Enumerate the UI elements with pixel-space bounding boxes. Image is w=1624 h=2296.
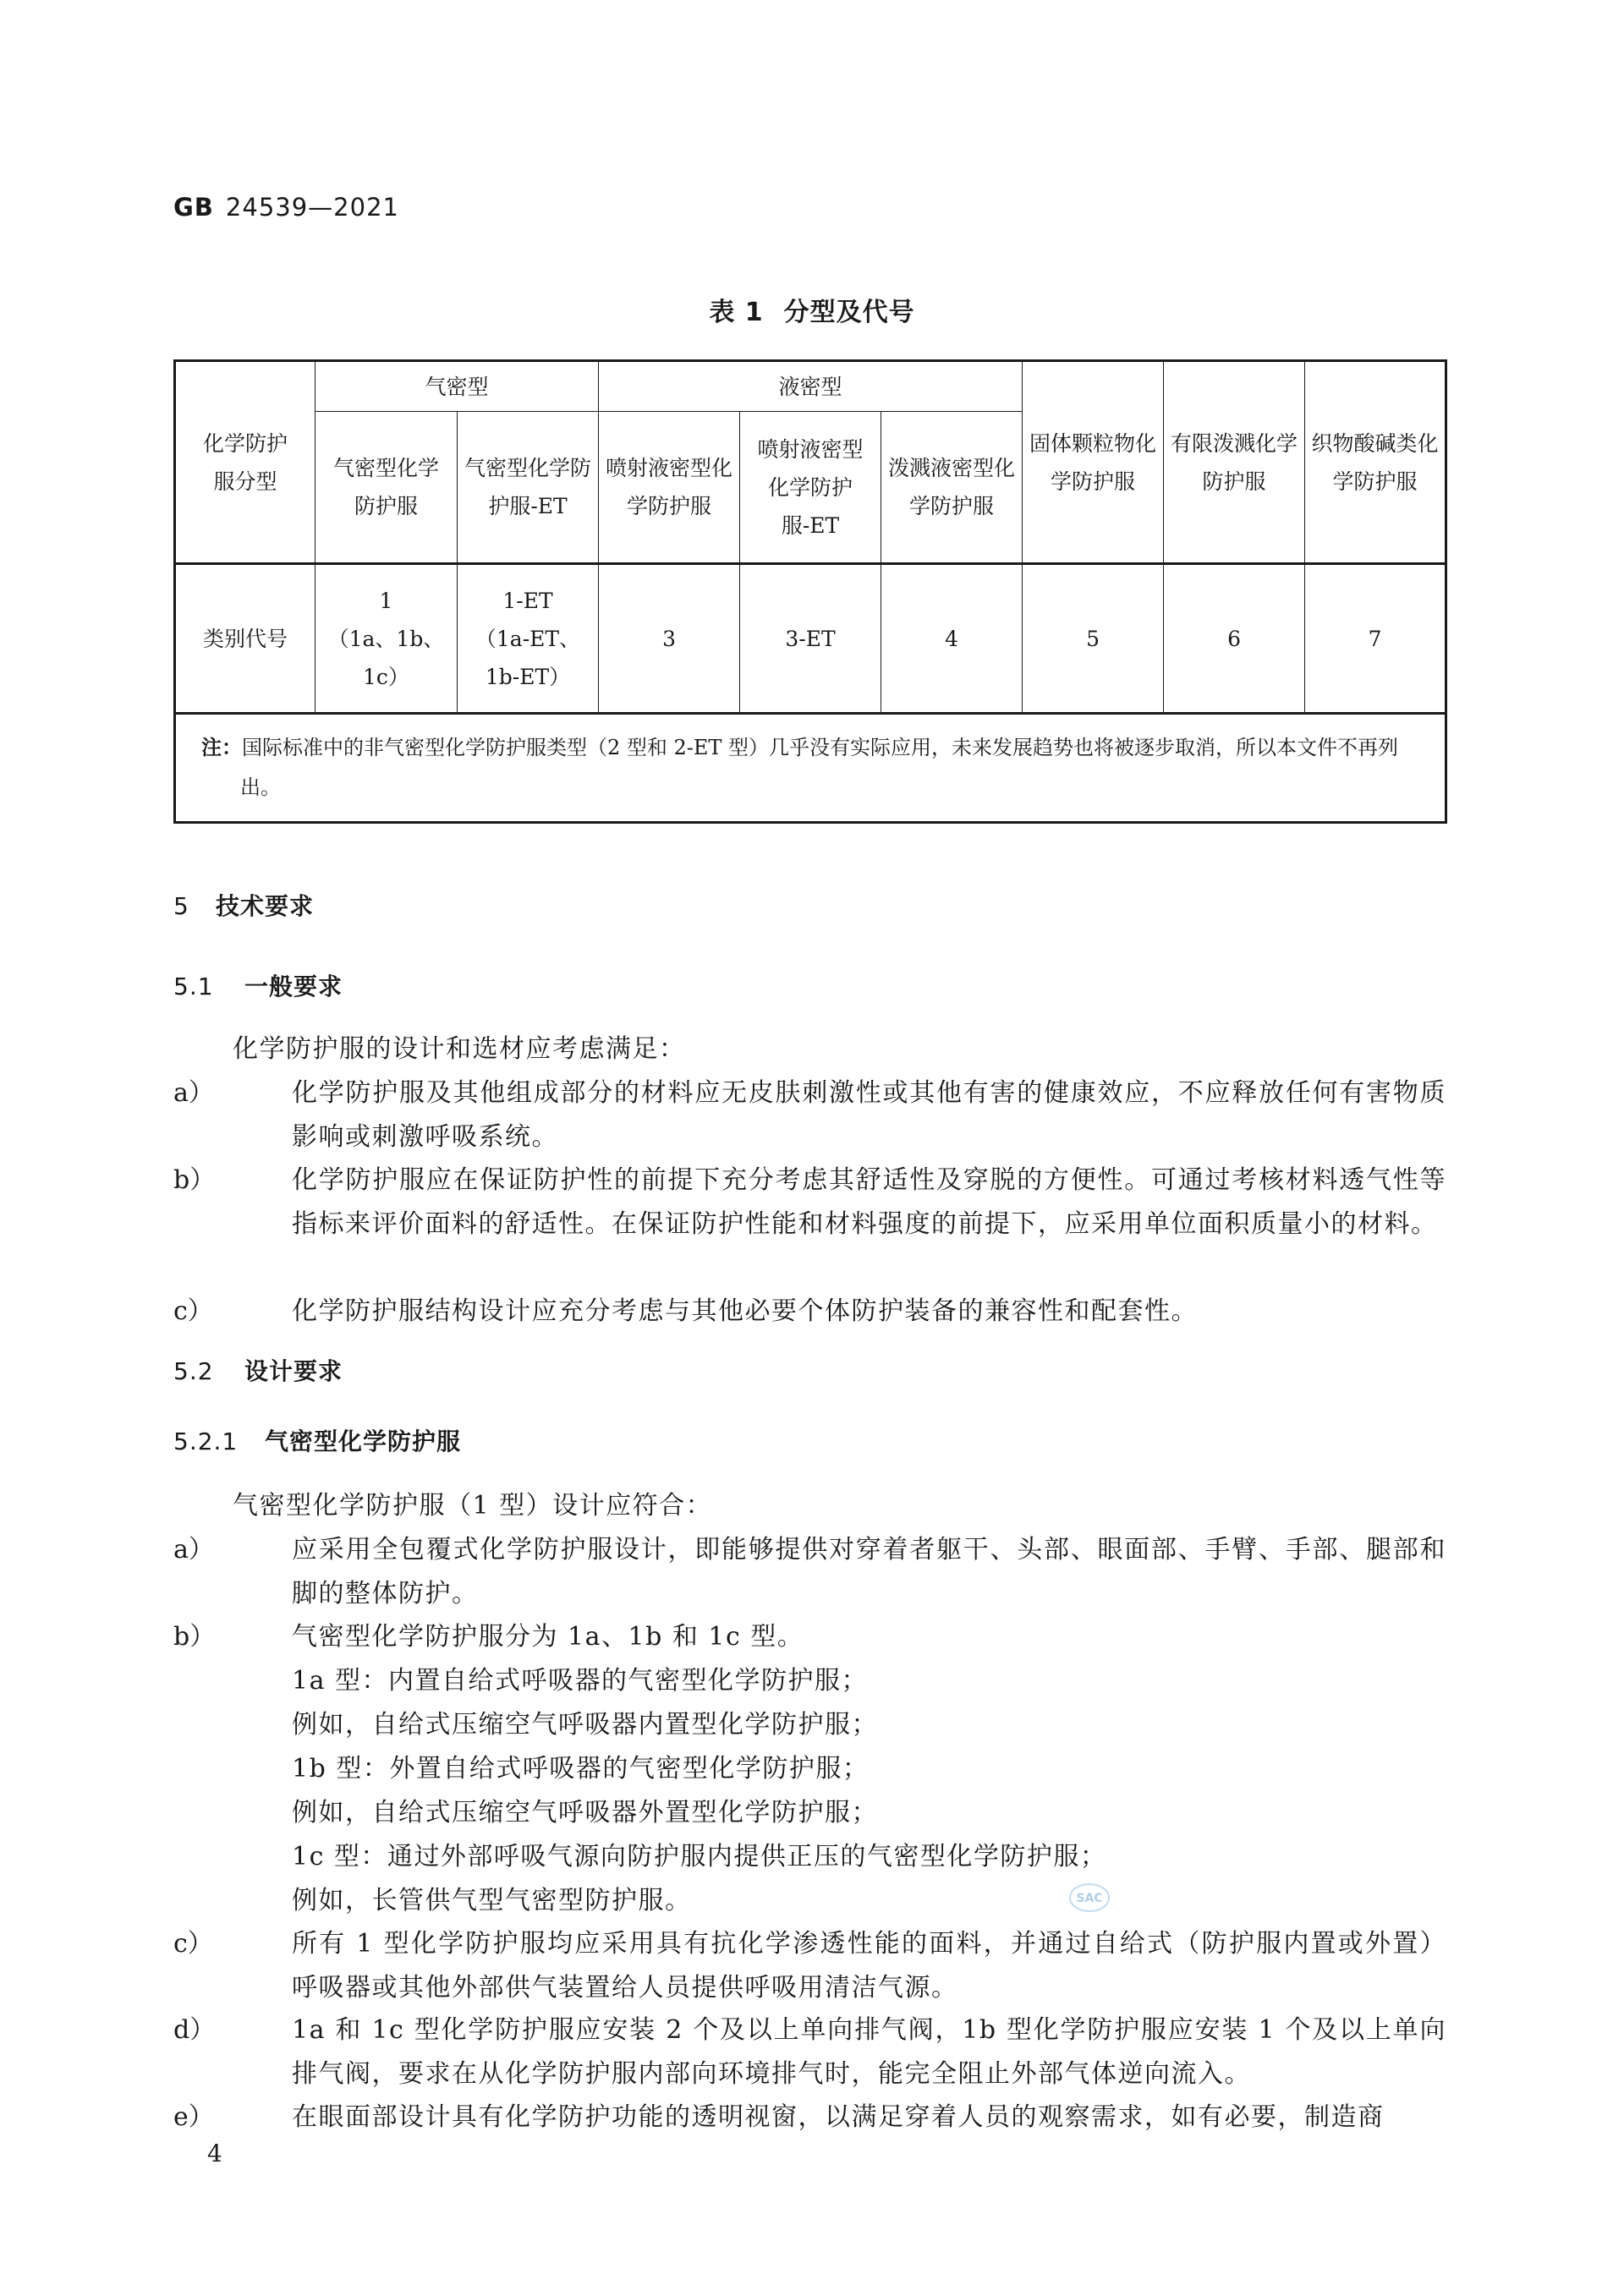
list-item: c） 化学防护服结构设计应充分考虑与其他必要个体防护装备的兼容性和配套性。 [173, 1296, 1198, 1326]
section-5-heading: 5 技术要求 [173, 892, 315, 920]
standard-code [173, 193, 399, 222]
list-item: e） 在眼面部设计具有化学防护功能的透明视窗，以满足穿着人员的观察需求，如有必要，制造商 [173, 2102, 1385, 2132]
sub-line: 1a 型：内置自给式呼吸器的气密型化学防护服； [292, 1666, 869, 1696]
sub-line: 例如，自给式压缩空气呼吸器外置型化学防护服； [292, 1798, 878, 1827]
code-cell: 3 [599, 564, 740, 714]
row-header-cell: 化学防护服分型 [175, 361, 315, 564]
section-5-2-1-intro: 气密型化学防护服（1 型）设计应符合： [233, 1491, 713, 1521]
sub-line: 1b 型：外置自给式呼吸器的气密型化学防护服； [292, 1754, 870, 1784]
column-header: 泼溅液密型化学防护服 [881, 412, 1023, 564]
type-code-table [173, 359, 1447, 824]
section-5-2-heading: 5.2 设计要求 [173, 1357, 343, 1385]
note-text: 国际标准中的非气密型化学防护服类型（2 型和 2-ET 型）几乎没有实际应用，未来发展趋势也将被逐步取消，所以本文件不再列出。 [240, 736, 1399, 799]
table-title-label: 表 1 [709, 298, 764, 327]
list-item: a） 化学防护服及其他组成部分的材料应无皮肤刺激性或其他有害的健康效应，不应释放任何有害物质影响或刺激呼吸系统。 [173, 1078, 1446, 1152]
sub-line: 1c 型：通过外部呼吸气源向防护服内提供正压的气密型化学防护服； [292, 1842, 1107, 1871]
code-cell: 6 [1164, 564, 1305, 714]
table-title [0, 291, 1624, 328]
list-item: c） 所有 1 型化学防护服均应采用具有抗化学渗透性能的面料，并通过自给式（防护服内置或外置）呼吸器或其他外部供气装置给人员提供呼吸用清洁气源。 [173, 1929, 1446, 2003]
column-header: 气密型化学防护服 [315, 412, 458, 564]
sac-watermark-logo [1068, 1882, 1111, 1914]
group-gastight: 气密型 [315, 361, 599, 412]
code-cell: 3-ET [740, 564, 881, 714]
table-note [175, 714, 1446, 823]
code-cell: 1 （1a、1b、 1c） [315, 564, 458, 714]
section-5-1-intro: 化学防护服的设计和选材应考虑满足： [233, 1034, 686, 1064]
section-5-1-heading: 5.1 一般要求 [173, 973, 343, 1000]
svg-text:SAC: SAC [1076, 1892, 1103, 1905]
code-cell: 5 [1023, 564, 1164, 714]
list-item: a） 应采用全包覆式化学防护服设计，即能够提供对穿着者躯干、头部、眼面部、手臂、手部、腿部和脚的整体防护。 [173, 1535, 1446, 1608]
column-header: 喷射液密型化学防护服 [599, 412, 740, 564]
column-header: 喷射液密型化学防护服-ET [740, 412, 881, 564]
code-row-label: 类别代号 [175, 564, 315, 714]
sub-line: 例如，长管供气型气密型防护服。 [292, 1886, 692, 1915]
column-header: 有限泼溅化学防护服 [1164, 361, 1305, 564]
standard-prefix: GB [173, 193, 214, 222]
table-title-text: 分型及代号 [783, 298, 915, 327]
list-item: b） 化学防护服应在保证防护性的前提下充分考虑其舒适性及穿脱的方便性。可通过考核材料透气性等指标来评价面料的舒适性。在保证防护性能和材料强度的前提下，应采用单位面积质量小的材料。 [173, 1165, 1446, 1239]
standard-number: 24539—2021 [225, 193, 399, 222]
code-cell: 4 [881, 564, 1023, 714]
sub-line: 例如，自给式压缩空气呼吸器内置型化学防护服； [292, 1710, 878, 1740]
note-label: 注： [201, 736, 242, 759]
group-liquidtight: 液密型 [599, 361, 1023, 412]
code-cell: 1-ET （1a-ET、 1b-ET） [458, 564, 599, 714]
column-header: 固体颗粒物化学防护服 [1023, 361, 1164, 564]
list-item: b） 气密型化学防护服分为 1a、1b 和 1c 型。 1a 型：内置自给式呼吸器的气密型化学防护服； 例如，自给式压缩空气呼吸器内置型化学防护服； 1b 型：外置自给式呼吸器的气密型化学防护服； 例如，自给式压缩空气呼吸器外置型化学防护服； 1c 型：通过外部呼吸气源向防护服内提供正压的气密型化学防护服； 例如，长管供气型气密型防护服。 [173, 1615, 1446, 1923]
column-header: 气密型化学防护服-ET [458, 412, 599, 564]
column-header: 织物酸碱类化学防护服 [1305, 361, 1446, 564]
section-5-2-1-heading: 5.2.1 气密型化学防护服 [173, 1427, 462, 1455]
list-item: d） 1a 和 1c 型化学防护服应安装 2 个及以上单向排气阀，1b 型化学防护服应安装 1 个及以上单向排气阀，要求在从化学防护服内部向环境排气时，能完全阻止外部气体逆向流入。 [173, 2015, 1446, 2089]
page-number: 4 [207, 2140, 222, 2167]
code-cell: 7 [1305, 564, 1446, 714]
